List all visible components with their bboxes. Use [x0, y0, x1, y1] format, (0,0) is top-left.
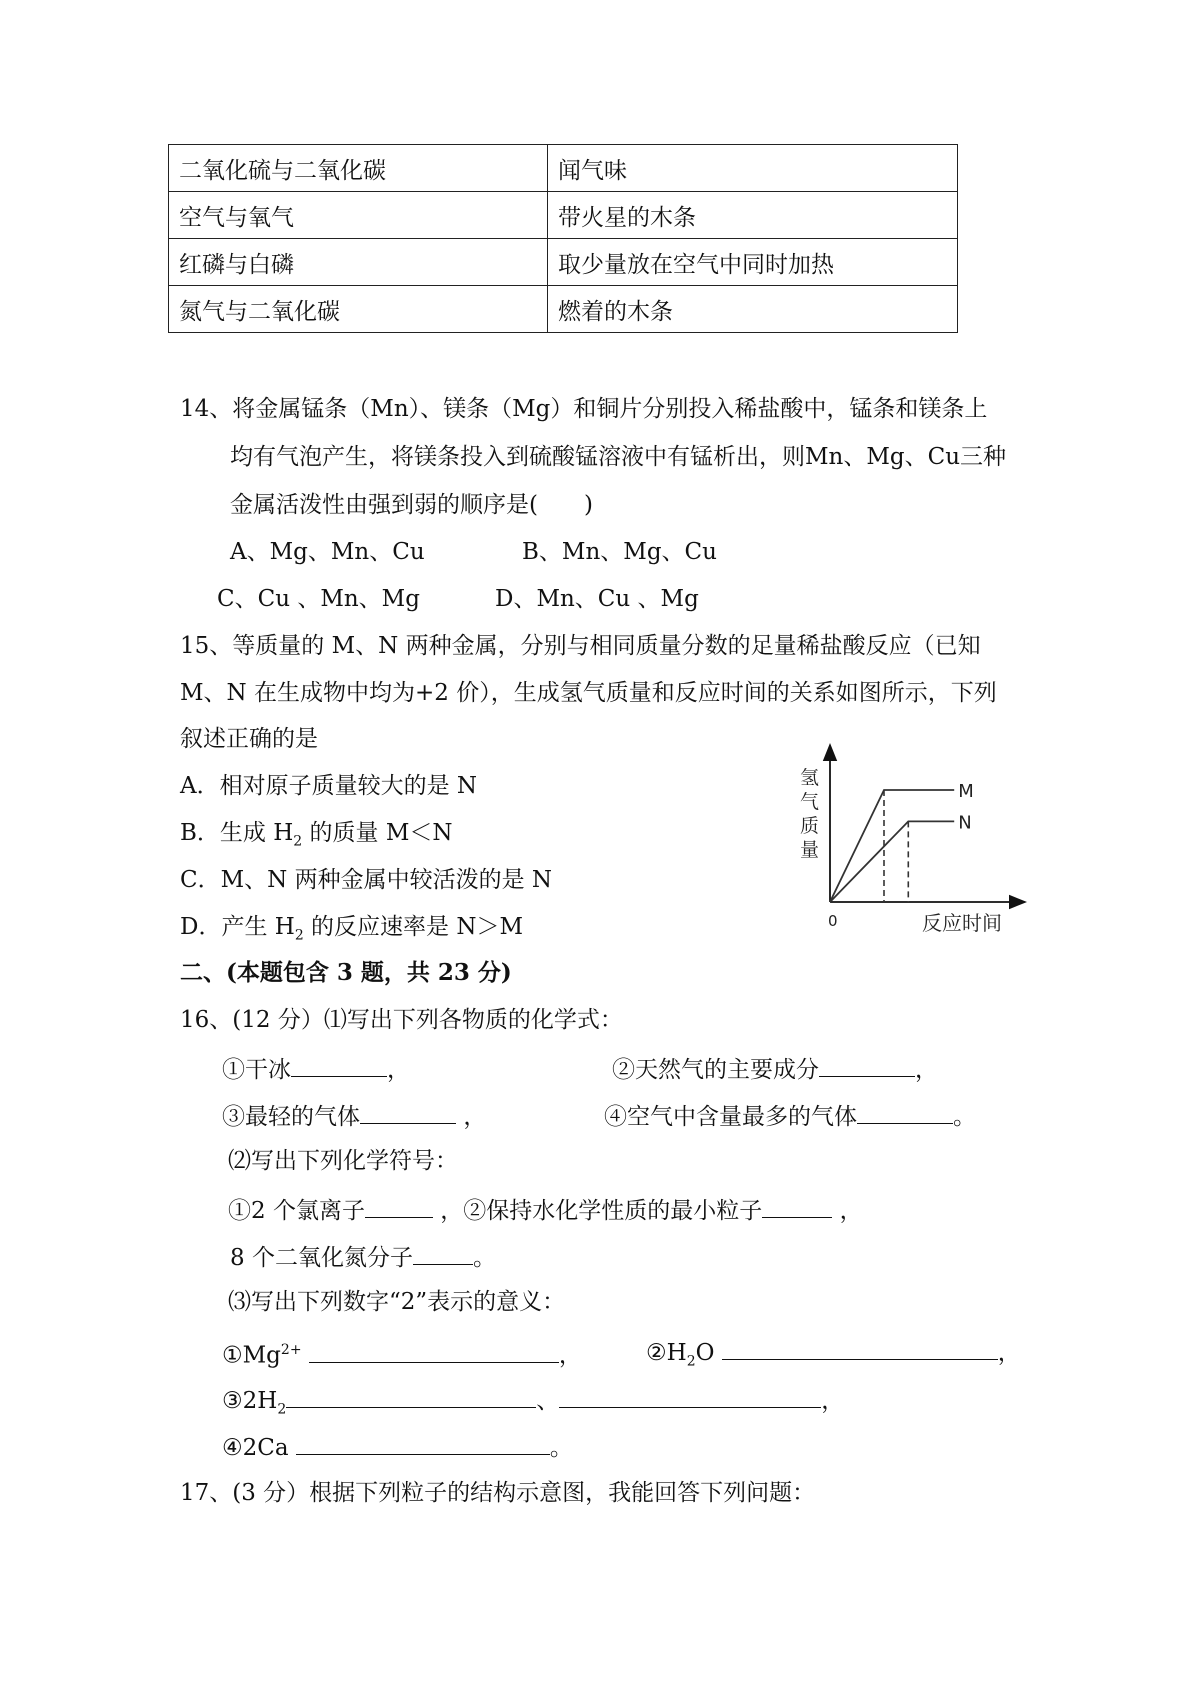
q17-head: 17、(3 分）根据下列粒子的结构示意图，我能回答下列问题： — [180, 1480, 816, 1506]
q16-symbols-line: ①2 个氯离子 ，②保持水化学性质的最小粒子 ， — [228, 1193, 863, 1226]
table-cell: 带火星的木条 — [548, 192, 958, 239]
q14-line-1: 14、将金属锰条（Mn）、镁条（Mg）和铜片分别投入稀盐酸中，锰条和镁条上 — [180, 396, 988, 422]
series-label-M: M — [958, 781, 974, 802]
q14-line-2: 均有气泡产生，将镁条投入到硫酸锰溶液中有锰析出，则Mn、Mg、Cu三种 — [230, 444, 1007, 470]
series-label-N: N — [958, 812, 972, 834]
q16-meaning-1: $①Mg^{2+}$ ， — [222, 1335, 582, 1371]
table-cell: 二氧化硫与二氧化碳 — [169, 145, 548, 192]
q16-symbols-line-2: 8 个二氧化氮分子 。 — [230, 1240, 496, 1273]
q14-line-3: 金属活泼性由强到弱的顺序是( ) — [230, 492, 593, 518]
y-axis-label-2: 气 — [800, 791, 820, 813]
q15-option-a: A．相对原子质量较大的是 N — [180, 773, 478, 799]
y-axis-label-1: 氢 — [800, 767, 820, 789]
y-axis-label-3: 质 — [800, 815, 820, 837]
q16-meaning-3: $③2H_2$ 、 ， — [222, 1383, 844, 1425]
comparison-table — [168, 144, 958, 333]
table-cell: 红磷与白磷 — [169, 239, 548, 286]
q15-option-b: B．生成 $H_2$ 的质量 M＜N — [180, 820, 453, 850]
q16-meaning-4: ④2Ca 。 — [222, 1430, 573, 1463]
table-row — [169, 145, 958, 192]
q15-option-d: D．产生 $H_2$ 的反应速率是 N＞M — [180, 914, 524, 944]
section-2-heading: 二、(本题包含 3 题，共 23 分) — [180, 959, 512, 986]
table-cell: 空气与氧气 — [169, 192, 548, 239]
q16-item-3: ③最轻的气体 ， — [222, 1099, 486, 1132]
table-cell: 取少量放在空气中同时加热 — [548, 239, 958, 286]
table-cell: 燃着的木条 — [548, 286, 958, 333]
table-cell: 氮气与二氧化碳 — [169, 286, 548, 333]
hydrogen-mass-graph — [790, 740, 1030, 950]
q16-meaning-2: $②H_2O$ ， — [646, 1335, 1021, 1377]
q14-option-b: B、Mn、Mg、Cu — [522, 539, 717, 565]
q15-line-3: 叙述正确的是 — [180, 726, 318, 752]
origin-label: 0 — [828, 912, 838, 930]
q16-item-4: ④空气中含量最多的气体 。 — [604, 1099, 976, 1132]
q15-option-c: C．M、N 两种金属中较活泼的是 N — [180, 867, 553, 893]
series-line-M — [830, 790, 954, 902]
y-axis-label-4: 量 — [800, 839, 820, 861]
q16-item-2: ②天然气的主要成分 ， — [612, 1052, 938, 1085]
q15-line-2: M、N 在生成物中均为+2 价），生成氢气质量和反应时间的关系如图所示，下列 — [180, 680, 997, 706]
q16-sub-3: ⑶写出下列数字“2”表示的意义： — [228, 1289, 566, 1315]
q16-item-1: ①干冰 ， — [222, 1052, 410, 1085]
q14-option-c: C、Cu 、Mn、Mg — [217, 586, 420, 612]
table-row — [169, 239, 958, 286]
q14-option-a: A、Mg、Mn、Cu — [230, 539, 425, 565]
q15-line-1: 15、等质量的 M、N 两种金属，分别与相同质量分数的足量稀盐酸反应（已知 — [180, 633, 981, 659]
q16-sub-2: ⑵写出下列化学符号： — [228, 1148, 458, 1174]
q14-option-d: D、Mn、Cu 、Mg — [495, 586, 699, 612]
x-axis-label: 反应时间 — [922, 911, 1002, 935]
table-row — [169, 286, 958, 333]
q16-head: 16、(12 分）⑴写出下列各物质的化学式： — [180, 1007, 623, 1033]
table-row — [169, 192, 958, 239]
table-cell: 闻气味 — [548, 145, 958, 192]
